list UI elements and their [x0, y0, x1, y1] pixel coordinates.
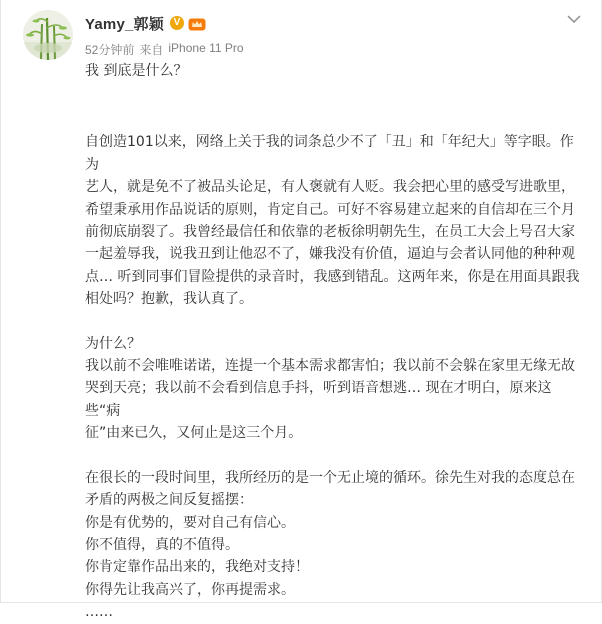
paragraph-spacer: [85, 445, 585, 467]
more-options-button[interactable]: [565, 10, 583, 28]
post-content: [85, 60, 585, 624]
post-paragraph-2: 为什么？ 我以前不会唯唯诺诺，连提一个基本需求都害怕；我以前不会躲在家里无缘无故 哭到天亮；我以前不会看到信息手抖，听到语音想逃… 现在才明白，原来这些“病 征”由来已久，又何止是这三个月。: [85, 335, 575, 442]
post-meta: [85, 41, 244, 58]
post-paragraph-3: 在很长的一段时间里，我所经历的是一个无止境的循环。徐先生对我的态度总在 矛盾的两极之间反复摇摆： 你是有优势的，要对自己有信心。 你不值得，真的不值得。 你肯定靠作品出来的，我绝对支持！ 你得先让我高兴了，你再提需求。 ……: [85, 469, 575, 621]
paragraph-spacer: [85, 311, 585, 333]
post-lead: 我 到底是什么？: [85, 63, 188, 79]
post-time[interactable]: 52分钟前: [85, 43, 135, 57]
bamboo-plant-avatar-icon: [23, 10, 73, 60]
post-paragraph-1: 自创造101以来，网络上关于我的词条总少不了「丑」和「年纪大」等字眼。作为 艺人，就是免不了被品头论足，有人褒就有人贬。我会把心里的感受写进歌里， 希望秉承用作品说话的原则，肯定自己。可好不容易建立起来的自信却在三个月 前彻底崩裂了。我曾经最信任和依靠的老板徐明朝先生，在员工大会上号召大家 一起羞辱我，说我丑到让他忍不了，嫌我没有价值，逼迫与会者认同他的种种观 点… 听到同事们冒险提供的录音时，我感到错乱。这两年来，你是在用面具跟我 相处吗？抱歉，我认真了。: [85, 134, 580, 308]
source-device[interactable]: iPhone 11 Pro: [168, 41, 244, 55]
user-line: [85, 12, 206, 34]
chevron-down-icon: [567, 15, 581, 24]
avatar[interactable]: [23, 10, 73, 60]
source-prefix: 来自: [139, 43, 164, 57]
user-name[interactable]: Yamy_郭颖: [85, 15, 164, 33]
vip-crown-icon[interactable]: [188, 16, 206, 30]
verified-v-icon[interactable]: V: [170, 16, 184, 30]
